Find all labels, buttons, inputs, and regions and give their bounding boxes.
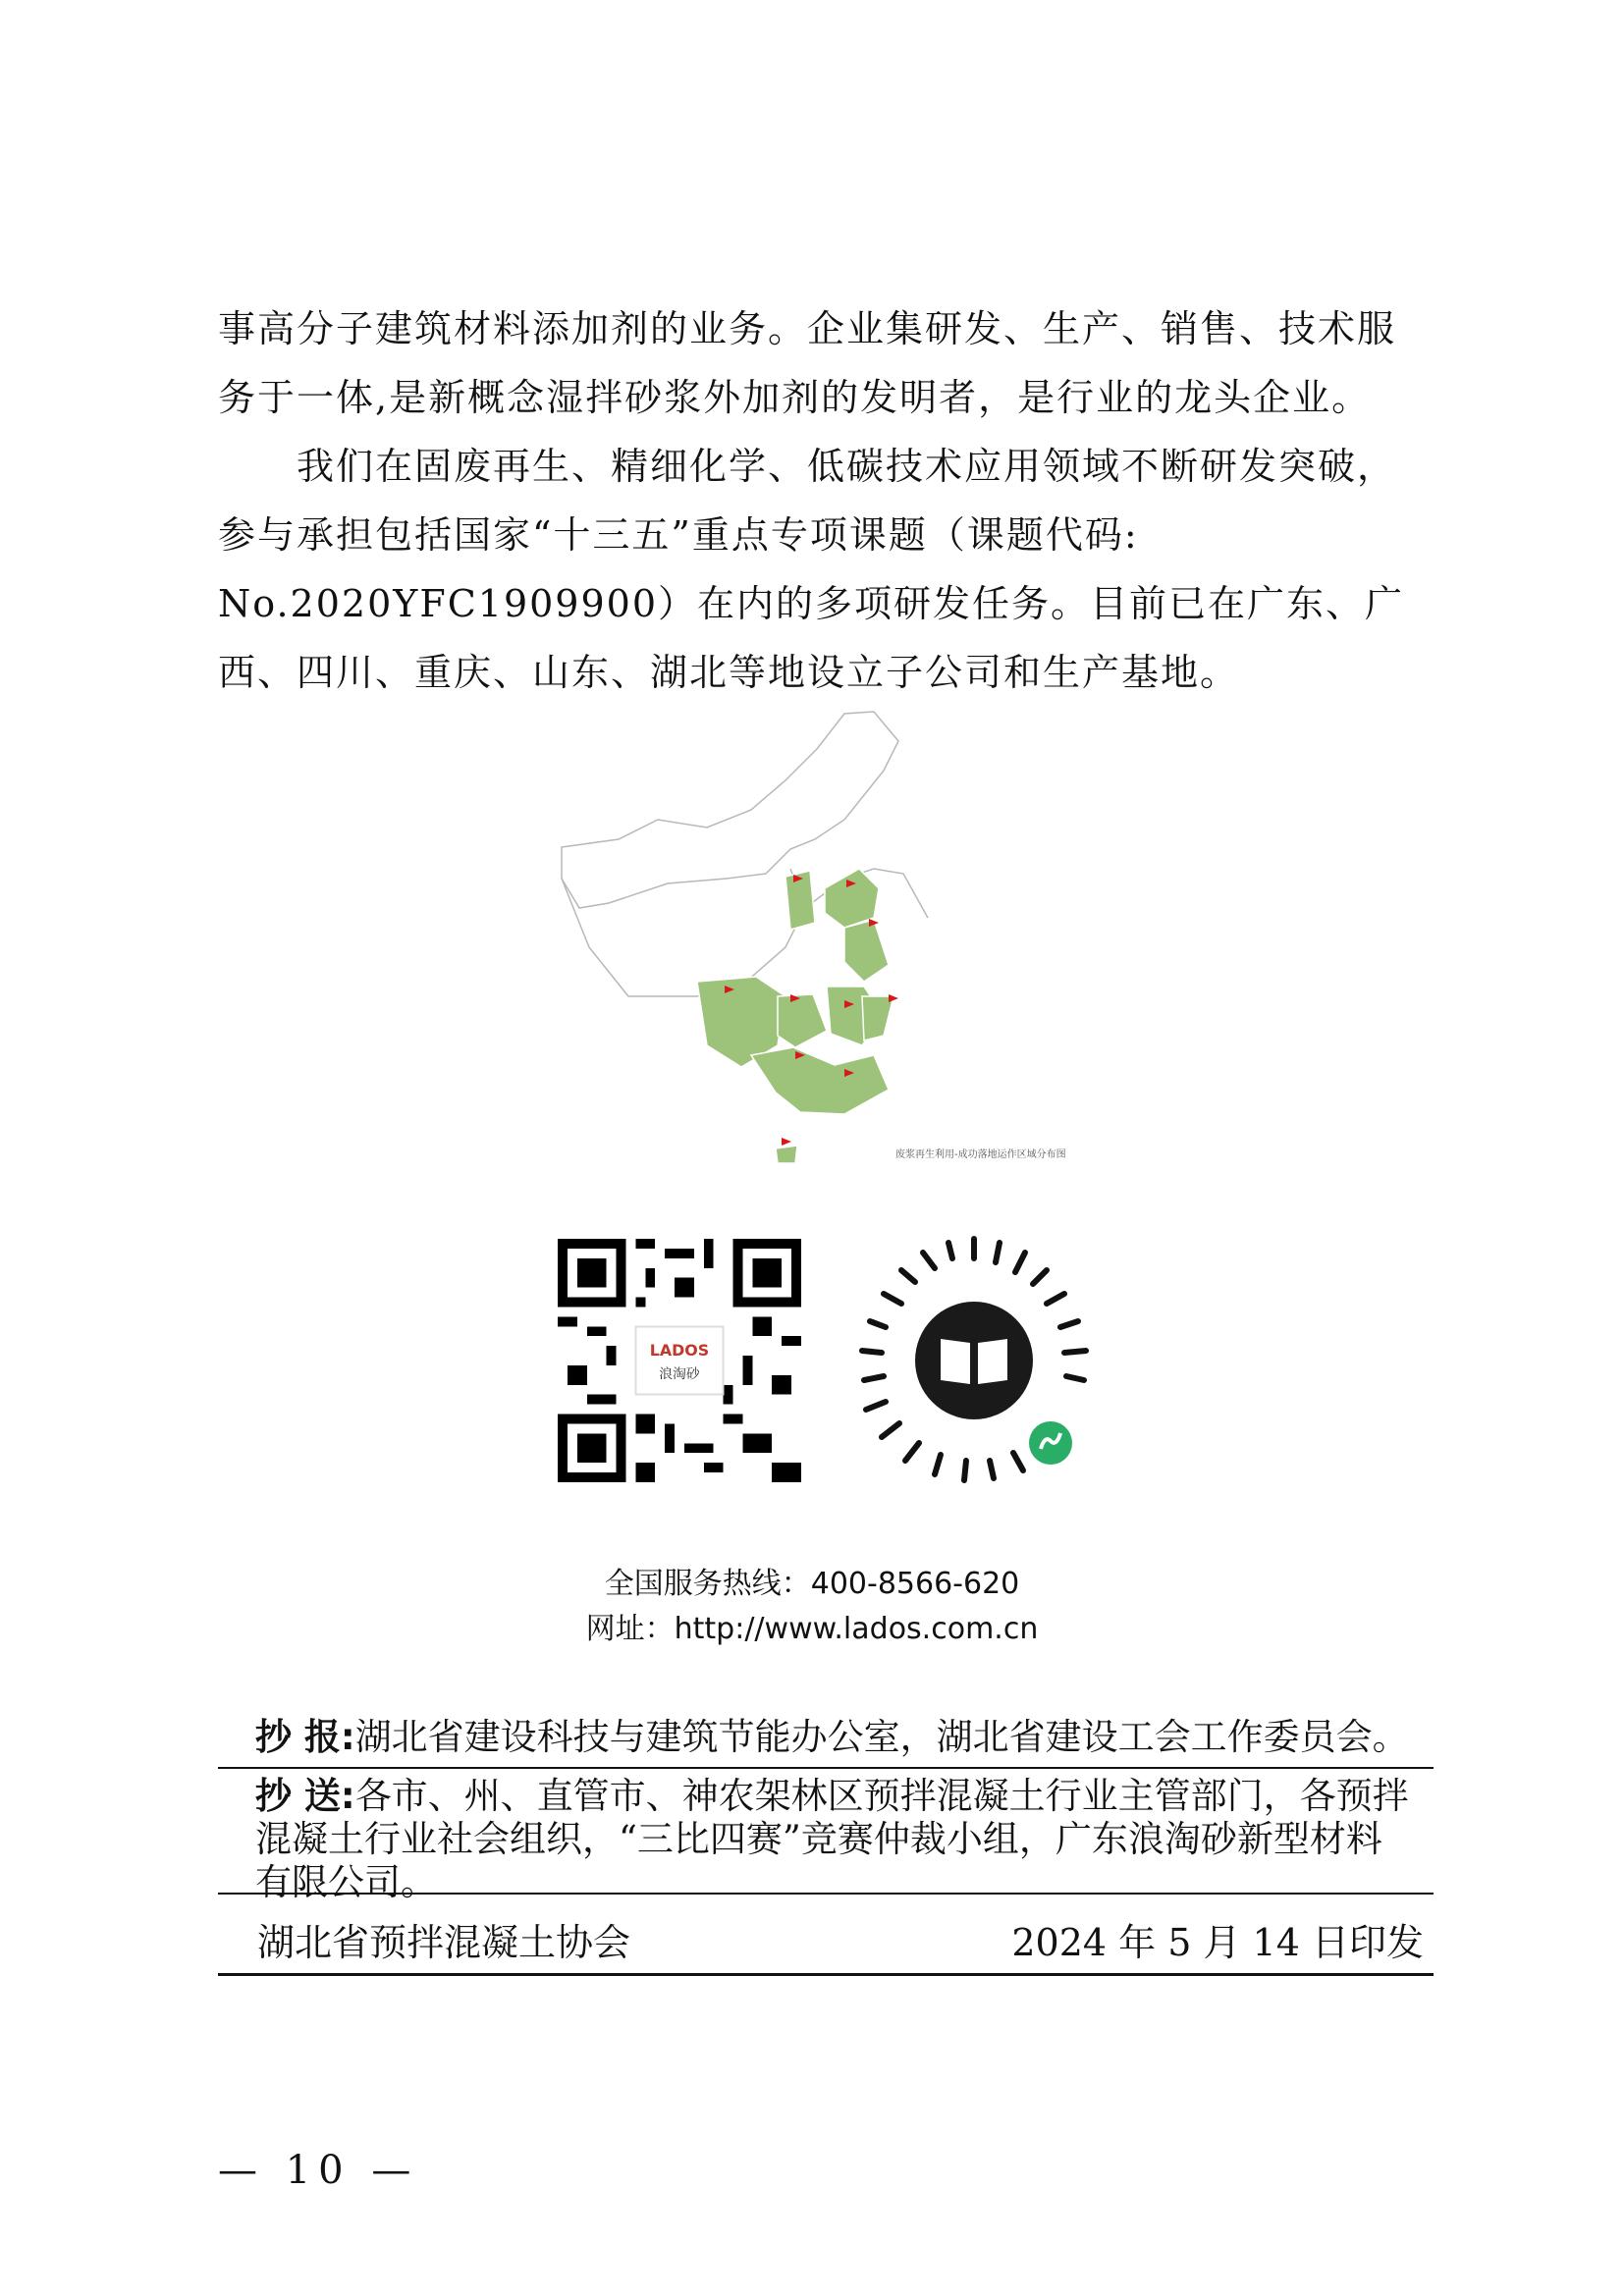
copy-text: 各市、州、直管市、神农架林区预拌混凝土行业主管部门，各预拌混凝土行业社会组织，“三比四赛”竞赛仲裁小组，广东浪淘砂新型材料有限公司。 [255,1775,1409,1903]
distribution-map [550,702,1100,1163]
book-icon-badge [915,1302,1033,1419]
divider [218,1767,1434,1769]
province-chongqing-hubei [778,994,827,1047]
website-url: 网址：http://www.lados.com.cn [585,1612,1039,1646]
province-shandong [825,869,879,928]
report-to [218,1716,1471,1759]
report-label: 抄 报: [255,1716,355,1758]
qr-logo-brand: LADOS [649,1341,710,1361]
report-text: 湖北省建设科技与建筑节能办公室，湖北省建设工会工作委员会。 [354,1716,1409,1758]
province-zhejiang [862,996,893,1041]
page-number: — 10 — [218,2148,419,2193]
issue-date: 2024 年 5 月 14 日印发 [1011,1921,1424,1964]
divider [218,1893,1434,1895]
map-caption: 废浆再生利用-成功落地运作区域分布图 [895,1149,1066,1160]
province-jiangsu-anhui [844,920,889,982]
mini-program-code [842,1229,1106,1492]
wechat-qr-code [558,1239,801,1482]
province-guangxi-guangdong [751,1047,889,1114]
issuer: 湖北省预拌混凝土协会 [257,1921,631,1964]
west-border [562,869,805,996]
qr-logo-name: 浪淘砂 [659,1365,700,1382]
highlighted-provinces [697,869,893,1163]
copy-to [218,1775,1414,1904]
copy-label: 抄 送: [255,1775,355,1817]
service-hotline: 全国服务热线：400-8566-620 [604,1567,1020,1601]
paragraph-continued: 事高分子建筑材料添加剂的业务。企业集研发、生产、销售、技术服务于一体,是新概念湿拌砂浆外加剂的发明者，是行业的龙头企业。 [218,307,1397,419]
divider [218,1973,1434,1976]
paragraph-research: 我们在固废再生、精细化学、低碳技术应用领域不断研发突破，参与承担包括国家“十三五”重点专项课题（课题代码: No.2020YFC1909900）在内的多项研发任务。目前已在广东、广西、四川、重庆、山东、湖北等地设立子公司和生产基地。 [218,445,1405,694]
province-hainan [776,1146,797,1163]
